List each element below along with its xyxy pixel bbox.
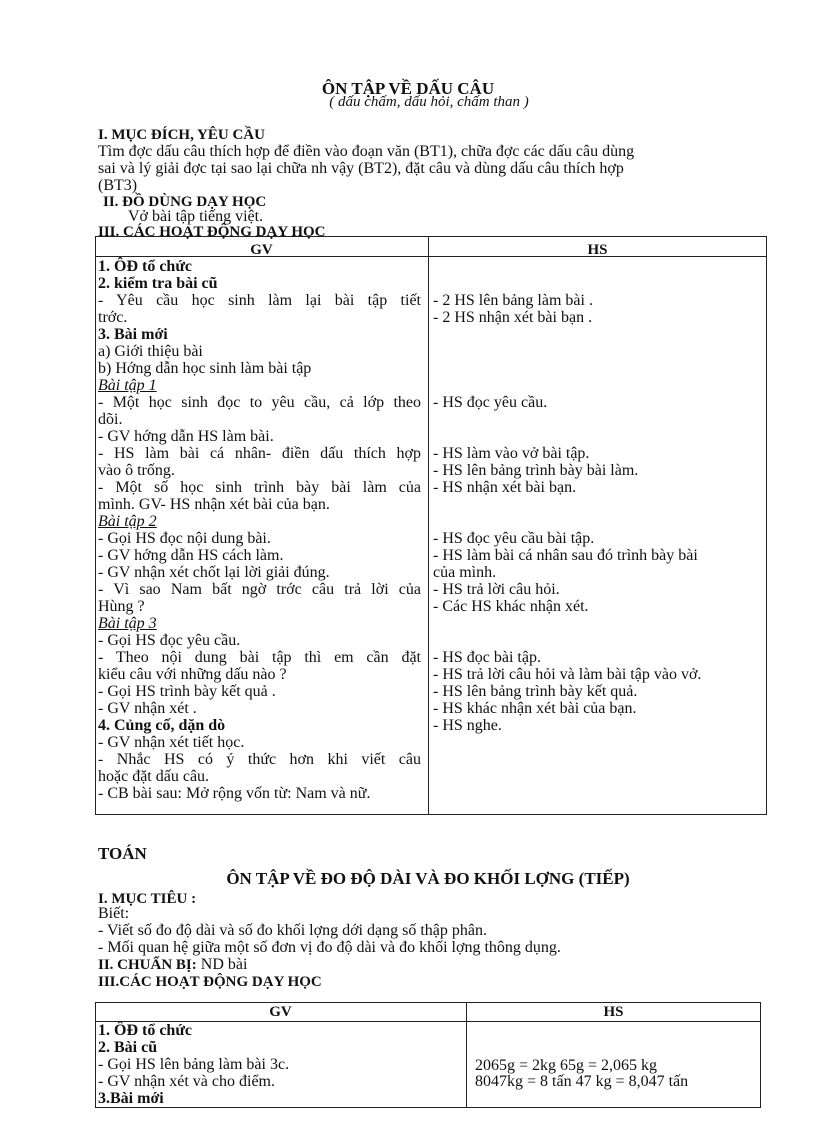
gv-line: - GV hớng dẫn HS cách làm. [98,547,284,564]
hs-line: - HS trả lời câu hỏi. [433,581,560,598]
gv-line: - GV nhận xét tiết học. [98,734,245,751]
section-heading: 4. Củng cố, dặn dò [98,717,226,734]
gv-line: - Vì sao Nam bất ngờ trớc câu trả lời của [98,581,421,598]
gv-column-header: GV [269,1004,292,1020]
lesson2-intro: Biết: [98,905,130,922]
hs-line: - 2 HS lên bảng làm bài . [433,292,593,309]
lesson1-subtitle: ( dấu chấm, dấu hỏi, chấm than ) [329,94,529,110]
gv-line: - GV nhận xét . [98,700,197,717]
section-heading: 3.Bài mới [98,1090,164,1107]
hs-line: - HS trả lời câu hỏi và làm bài tập vào vở. [433,666,702,683]
hs-line: - HS đọc yêu cầu. [433,394,548,411]
gv-line: trớc. [98,309,128,326]
lesson1-title: ÔN TẬP VỀ DẤU CÂU [321,79,495,98]
gv-line: dõi. [98,411,123,428]
hs-line: - HS đọc bài tập. [433,649,541,666]
hs-line: - HS nhận xét bài bạn. [433,479,577,496]
hs-line: 8047kg = 8 tấn 47 kg = 8,047 tấn [475,1073,689,1090]
lesson2-title: ÔN TẬP VỀ ĐO ĐỘ DÀI VÀ ĐO KHỐI LỢNG (TIẾP) [226,869,630,888]
hs-column-header: HS [603,1004,624,1020]
section-heading: 1. ÔĐ tổ chức [98,1022,193,1039]
gv-line: - GV nhận xét chốt lại lời giải đúng. [98,564,330,581]
hs-line: của mình. [433,564,497,581]
gv-line: - CB bài sau: Mở rộng vốn từ: Nam và nữ. [98,785,371,802]
exercise-label: Bài tập 3 [98,615,157,632]
hs-line: - HS lên bảng trình bày kết quả. [433,683,638,700]
hs-line: - HS lên bảng trình bày bài làm. [433,462,639,479]
gv-line: - Gọi HS lên bảng làm bài 3c. [98,1056,290,1073]
hs-line: - HS làm bài cá nhân sau đó trình bày bài [433,547,698,564]
gv-column [98,258,421,802]
gv-line: hoặc đặt dấu câu. [98,768,210,785]
gv-line: - GV hớng dẫn HS làm bài. [98,428,274,445]
gv-line: - Gọi HS đọc nội dung bài. [98,530,271,547]
gv-line: - HS làm bài cá nhân- điền dấu thích hợp [98,445,421,462]
section-heading: 1. ÔĐ tổ chức [98,258,193,275]
gv-line: vào ô trống. [98,462,175,479]
lesson2-gv-column [98,1022,458,1107]
gv-line: - Nhắc HS có ý thức hơn khi viết câu [98,751,421,768]
prep-text: ND bài [196,956,248,973]
gv-line: b) Hớng dẫn học sinh làm bài tập [98,360,312,377]
objectives-line: sai và lý giải đợc tại sao lại chữa nh vậy (BT2), đặt câu và dùng dấu câu thích hợp [98,160,624,177]
hs-line: - 2 HS nhận xét bài bạn . [433,309,593,326]
hs-line: - Các HS khác nhận xét. [433,598,589,615]
lesson2-subject: TOÁN [98,844,147,863]
lesson2-objective-line: - Viết số đo độ dài và số đo khối lợng dới dạng số thập phân. [98,922,487,939]
hs-line: - HS khác nhận xét bài của bạn. [433,700,637,717]
gv-line: - Gọi HS trình bày kết quả . [98,683,276,700]
exercise-label: Bài tập 1 [98,377,157,394]
exercise-label: Bài tập 2 [98,513,157,530]
objectives-heading: I. MỤC ĐÍCH, YÊU CẦU [98,127,265,143]
objectives-line: Tìm đợc dấu câu thích hợp để điền vào đoạn văn (BT1), chữa đợc các dấu câu dùng [98,143,635,160]
hs-line: - HS đọc yêu cầu bài tập. [433,530,595,547]
gv-column-header: GV [250,242,273,258]
objectives-line: (BT3) [98,177,138,194]
hs-line: - HS làm vào vở bài tập. [433,445,590,462]
gv-line: - Gọi HS đọc yêu cầu. [98,632,241,649]
section-heading: 3. Bài mới [98,326,168,343]
column-divider [428,236,429,815]
gv-line: - Theo nội dung bài tập thì em cần đặt [98,649,421,666]
gv-line: - Một số học sinh trình bày bài làm của [98,479,421,496]
hs-line: 2065g = 2kg 65g = 2,065 kg [475,1057,658,1074]
gv-line: kiểu câu với những dấu nào ? [98,666,287,683]
lesson2-prep [98,956,247,974]
section-heading: 2. Bài cũ [98,1039,158,1056]
materials-heading: II. ĐỒ DÙNG DẠY HỌC [103,194,267,210]
gv-line: Hùng ? [98,598,145,615]
gv-line: - Một học sinh đọc to yêu cầu, cả lớp theo [98,394,421,411]
lesson2-objectives-heading: I. MỤC TIÊU : [98,891,197,907]
gv-line: a) Giới thiệu bài [98,343,203,360]
section-heading: 2. kiểm tra bài cũ [98,275,218,292]
gv-line: - Yêu cầu học sinh làm lại bài tập tiết [98,292,421,309]
hs-column-header: HS [587,242,608,258]
prep-heading: II. CHUẨN BỊ: [98,957,197,973]
gv-line: mình. GV- HS nhận xét bài của bạn. [98,496,330,513]
gv-line: - GV nhận xét và cho điểm. [98,1073,275,1090]
hs-line: - HS nghe. [433,717,502,734]
lesson2-objective-line: - Mối quan hệ giữa một số đơn vị đo độ dài và đo khối lợng thông dụng. [98,939,561,956]
materials-text: Vở bài tập tiếng việt. [128,208,264,225]
activities-heading: III. CÁC HOẠT ĐỘNG DẠY HỌC [98,224,326,240]
lesson2-activities-heading: III.CÁC HOẠT ĐỘNG DẠY HỌC [98,974,322,990]
